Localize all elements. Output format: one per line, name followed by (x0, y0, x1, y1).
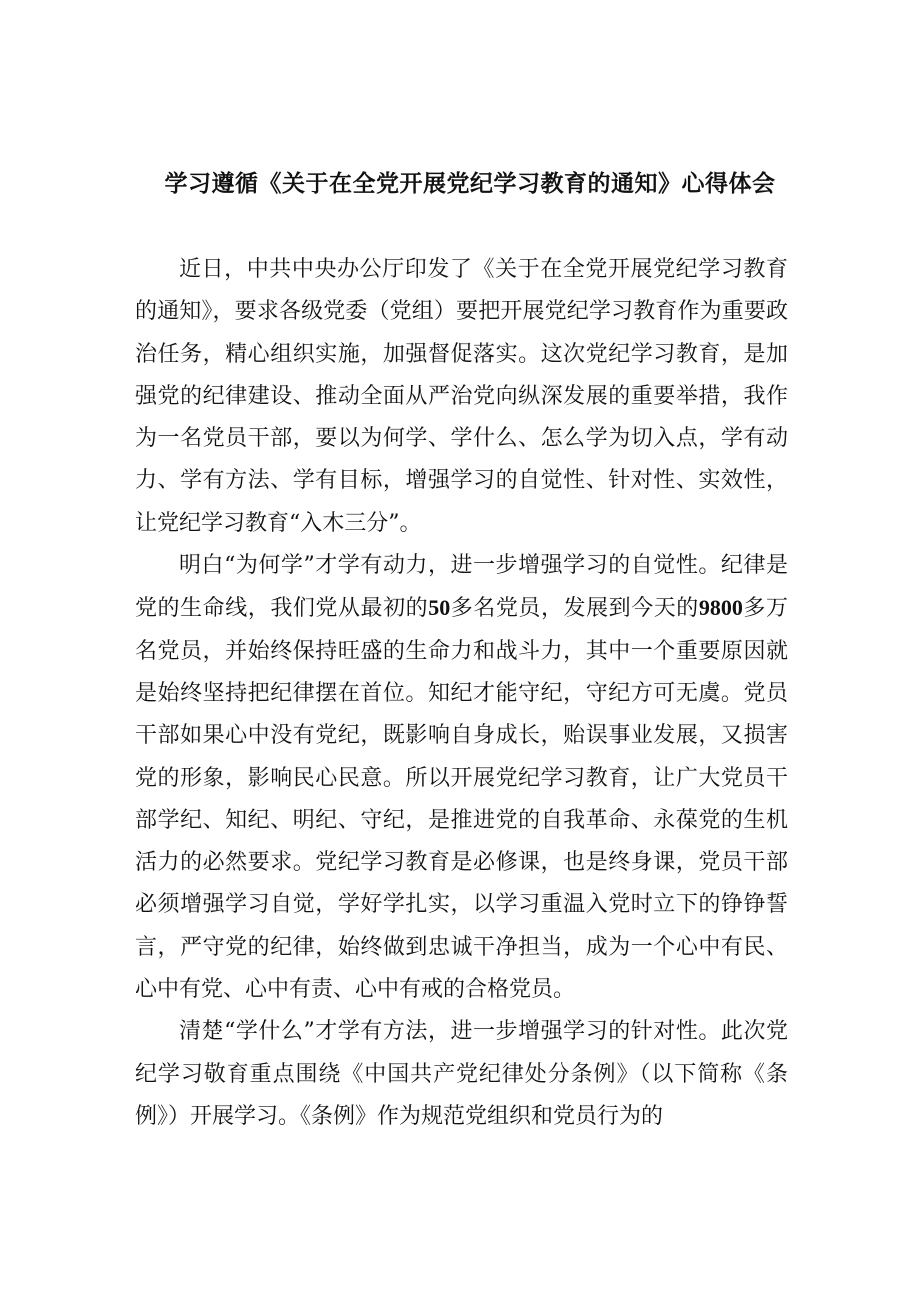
paragraph-2-text-a: 明白“为何学”才学有动力，进一步增强学习的自觉性。纪律是党的生命线，我们党从最初的 (135, 553, 788, 622)
document-title: 学习遵循《关于在全党开展党纪学习教育的通知》心得体会 (164, 171, 776, 197)
paragraph-2-text-c: 多万名党员，并始终保持旺盛的生命力和战斗力，其中一个重要原因就是始终坚持把纪律摆在首位。知纪才能守纪，守纪方可无虞。党员干部如果心中没有党纪，既影响自身成长，贻误事业发展，又损害党的形象，影响民心民意。所以开展党纪学习教育，让广大党员干部学纪、知纪、明纪、守纪，是推进党的自我革命、永葆党的生机活力的必然要求。党纪学习教育是必修课，也是终身课，党员干部必须增强学习自觉，学好学扎实，以学习重温入党时立下的铮铮誓言，严守党的纪律，始终做到忠诚干净担当，成为一个心中有民、心中有党、心中有责、心中有戒的合格党员。 (135, 596, 788, 1003)
paragraph-2-text-b: 多名党员，发展到今天的 (450, 596, 699, 622)
paragraph-3: 清楚“学什么”才学有方法，进一步增强学习的针对性。此次党纪学习敬育重点围绕《中国共产党纪律处分条例》（以下简称《条例》）开展学习。《条例》作为规范党组织和党员行为的 (135, 1019, 788, 1129)
paragraph-1: 近日，中共中央办公厅印发了《关于在全党开展党纪学习教育的通知》，要求各级党委（党组）要把开展党纪学习教育作为重要政治任务，精心组织实施，加强督促落实。这次党纪学习教育，是加强党的纪律建设、推动全面从严治党向纵深发展的重要举措，我作为一名党员干部，要以为何学、学什么、怎么学为切入点，学有动力、学有方法、学有目标，增强学习的自觉性、针对性、实效性，让党纪学习教育“入木三分”。 (135, 257, 788, 536)
document-body (135, 249, 788, 1138)
member-count-initial: 50 (428, 595, 451, 621)
member-count-today: 9800 (698, 595, 743, 621)
paragraph-2 (135, 545, 788, 1011)
